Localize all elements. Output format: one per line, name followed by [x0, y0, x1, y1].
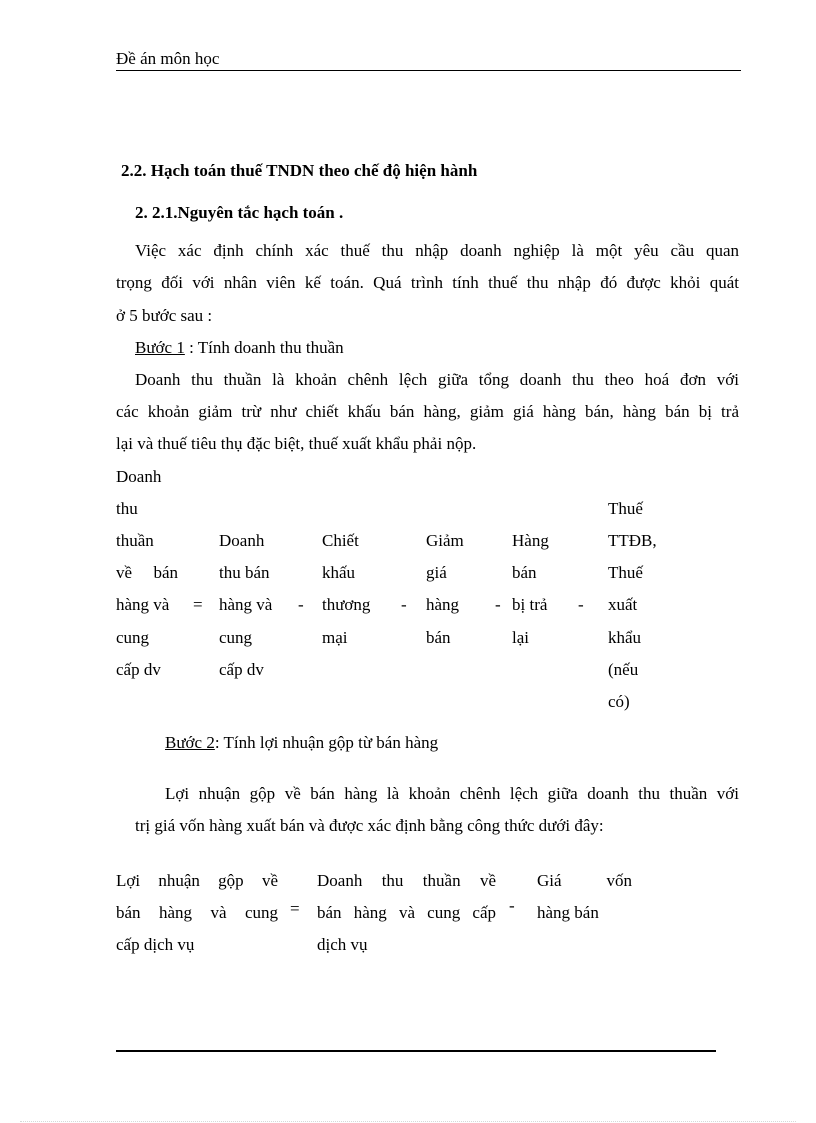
f1-col4-line: bán: [426, 628, 451, 647]
intro-line-1: Việc xác định chính xác thuế thu nhập doanh nghiệp là một yêu cầu quan: [135, 241, 739, 260]
f1-col1-line: thuần: [116, 531, 154, 550]
f1-col5-line: lại: [512, 628, 529, 647]
f1-col1-line: hàng và: [116, 595, 170, 614]
step1-title: : Tính doanh thu thuần: [184, 338, 344, 357]
f1-col2-line: thu bán: [219, 563, 270, 582]
f1-col6-line: xuất: [608, 595, 638, 614]
f1-col3-line: khấu: [322, 563, 356, 582]
f1-col3-line: mại: [322, 628, 348, 647]
page-bottom-border: [20, 1121, 796, 1122]
f1-equals-sign: =: [193, 595, 203, 614]
f1-col2-line: Doanh: [219, 531, 265, 550]
step1-line-2: các khoản giảm trừ như chiết khấu bán hàng, giảm giá hàng bán, hàng bán bị trả: [116, 402, 739, 421]
f2-col1-line: cấp dịch vụ: [116, 935, 195, 954]
f1-col4-line: hàng: [426, 595, 460, 614]
intro-line-3: ở 5 bước sau :: [116, 306, 213, 325]
f2-col1-line: bán hàng và cung: [116, 903, 278, 922]
f1-col1-line: Doanh: [116, 467, 162, 486]
f1-col3-line: Chiết: [322, 531, 359, 550]
intro-line-2: trọng đối với nhân viên kế toán. Quá trình tính thuế thu nhập đó được khỏi quát: [116, 273, 739, 292]
f1-col5-line: bán: [512, 563, 537, 582]
f1-col5-line: Hàng: [512, 531, 549, 550]
f2-minus-sign: -: [509, 896, 515, 915]
f1-col6-line: khẩu: [608, 628, 642, 647]
step2-line-2: trị giá vốn hàng xuất bán và được xác định bằng công thức dưới đây:: [135, 816, 604, 835]
step1-label: Bước 1: [135, 338, 185, 357]
f1-col3-line: thương: [322, 595, 371, 614]
f1-minus-sign: -: [401, 595, 407, 614]
step2-heading: [165, 734, 438, 751]
f1-minus-sign: -: [495, 595, 501, 614]
f1-minus-sign: -: [298, 595, 304, 614]
header-title: Đề án môn học: [116, 49, 220, 68]
f1-col5-line: bị trả: [512, 595, 548, 614]
f1-col6-line: TTĐB,: [608, 531, 657, 550]
f1-col6-line: có): [608, 692, 630, 711]
f1-col4-line: giá: [426, 563, 447, 582]
f1-col6-line: Thuế: [608, 499, 643, 518]
f2-col1-line: Lợi nhuận gộp về: [116, 871, 278, 890]
step1-line-3: lại và thuế tiêu thụ đặc biệt, thuế xuất khẩu phải nộp.: [116, 434, 477, 453]
section-heading: 2.2. Hạch toán thuế TNDN theo chế độ hiện hành: [121, 161, 478, 180]
step1-heading: [135, 339, 344, 356]
step2-line-1: Lợi nhuận gộp về bán hàng là khoản chênh lệch giữa doanh thu thuần với: [165, 784, 739, 803]
f2-col2-line: Doanh thu thuần về: [317, 871, 496, 890]
f2-col3-line: Giá vốn: [537, 871, 632, 890]
f1-col2-line: cấp dv: [219, 660, 264, 679]
f2-equals-sign: =: [290, 899, 300, 918]
step1-line-1: Doanh thu thuần là khoản chênh lệch giữa tổng doanh thu theo hoá đơn với: [135, 370, 739, 389]
f1-col6-line: (nếu: [608, 660, 639, 679]
f2-col3-line: hàng bán: [537, 903, 599, 922]
f1-minus-sign: -: [578, 595, 584, 614]
f2-col2-line: bán hàng và cung cấp: [317, 903, 496, 922]
header-rule: [116, 70, 741, 71]
f2-col2-line: dịch vụ: [317, 935, 368, 954]
f1-col2-line: hàng và: [219, 595, 273, 614]
section-subheading: 2. 2.1.Nguyên tắc hạch toán .: [135, 203, 344, 222]
f1-col1-line: cấp dv: [116, 660, 161, 679]
f1-col6-line: Thuế: [608, 563, 643, 582]
f1-col2-line: cung: [219, 628, 253, 647]
f1-col4-line: Giảm: [426, 531, 464, 550]
f1-col1-line: thu: [116, 499, 138, 518]
footer-rule: [116, 1050, 716, 1052]
f1-col1-line: cung: [116, 628, 150, 647]
step2-title: : Tính lợi nhuận gộp từ bán hàng: [214, 733, 439, 752]
f1-col1-line: về bán: [116, 563, 178, 582]
step2-label: Bước 2: [165, 733, 215, 752]
